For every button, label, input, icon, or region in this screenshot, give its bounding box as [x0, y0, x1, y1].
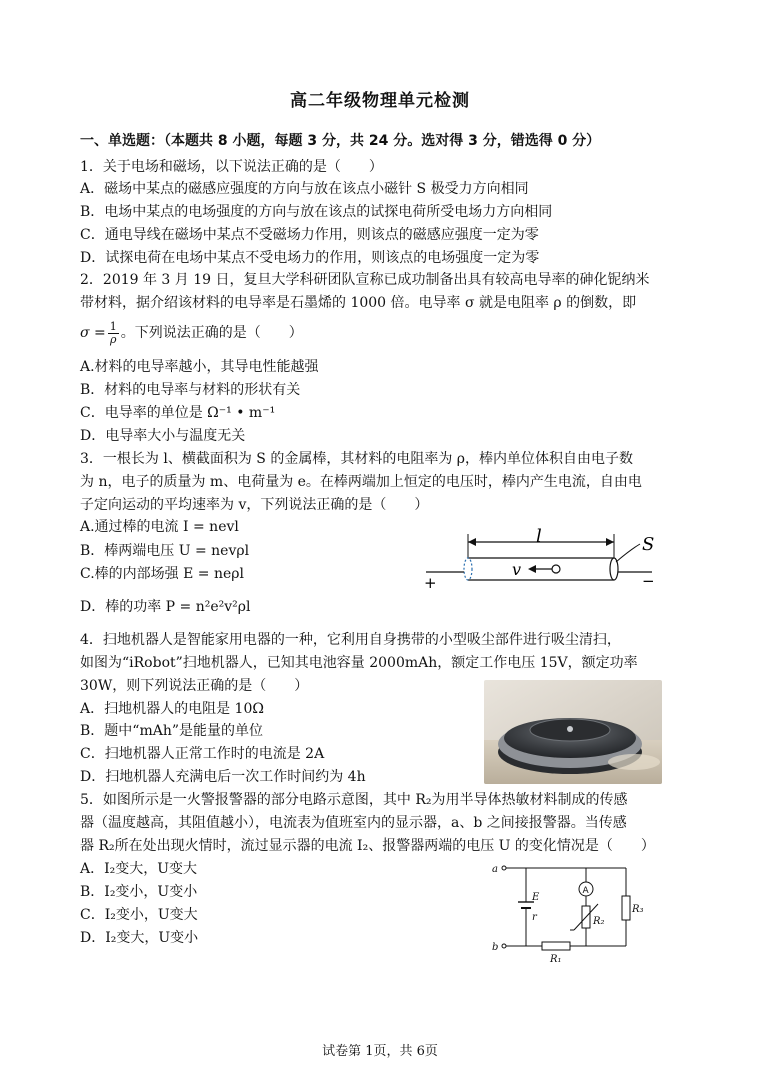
q2-option-c: C．电导率的单位是 Ω⁻¹ • m⁻¹	[80, 405, 276, 421]
velocity-arrow-icon	[528, 565, 536, 573]
label-a: a	[492, 864, 498, 875]
q5-option-c: C．I₂变小，U变大	[80, 907, 198, 923]
length-arrow-right-icon	[606, 538, 614, 546]
q4-stem-line2: 如图为“iRobot”扫地机器人，已知其电池容量 2000mAh，额定工作电压 15V，额定功率	[80, 655, 638, 671]
label-b: b	[492, 942, 499, 953]
label-R2: R₂	[593, 916, 605, 927]
terminal-a	[502, 866, 506, 870]
q2-stem-line3: 。下列说法正确的是（ ）	[120, 325, 303, 341]
q2-stem-line2: 带材料，据介绍该材料的电导率是石墨烯的 1000 倍。电导率 σ 就是电阻率 ρ 的倒数，即	[80, 295, 637, 311]
section-heading: 一、单选题：（本题共 8 小题，每题 3 分，共 24 分。选对得 3 分，错选得 0 分）	[80, 133, 601, 149]
q5-stem-line3: 器 R₂所在处出现火情时，流过显示器的电流 I₂、报警器两端的电压 U 的变化情况是（ ）	[80, 838, 655, 854]
ammeter-label: A	[582, 886, 589, 896]
q4-stem-line3: 30W，则下列说法正确的是（ ）	[80, 678, 309, 694]
q5-option-a: A．I₂变大，U变大	[80, 861, 198, 877]
q3-stem-line2: 为 n，电子的质量为 m、电荷量为 e。在棒两端加上恒定的电压时，棒内产生电流，自由电	[80, 474, 642, 490]
q3-stem-line1: 3．一根长为 l、横截面积为 S 的金属棒，其材料的电阻率为 ρ，棒内单位体积自由电子数	[80, 451, 634, 467]
q1-option-d: D．试探电荷在电场中某点不受电场力的作用，则该点的电场强度一定为零	[80, 250, 540, 266]
q3-rod-diagram	[416, 528, 666, 590]
label-R3: R₃	[632, 904, 644, 915]
q1-option-b: B．电场中某点的电场强度的方向与放在该点的试探电荷所受电场力方向相同	[80, 204, 553, 220]
q2-formula-line	[80, 320, 303, 346]
page-title: 高二年级物理单元检测	[290, 91, 470, 111]
q3-stem-line3: 子定向运动的平均速率为 v，下列说法正确的是（ ）	[80, 497, 429, 513]
q4-option-a: A．扫地机器人的电阻是 10Ω	[80, 701, 264, 717]
rod-length-label: l	[536, 528, 542, 547]
label-E: E	[532, 892, 540, 903]
q2-option-d: D．电导率大小与温度无关	[80, 428, 246, 444]
q4-option-d: D．扫地机器人充满电后一次工作时间约为 4h	[80, 769, 366, 785]
q4-option-b: B．题中“mAh”是能量的单位	[80, 723, 264, 739]
q5-circuit-diagram	[490, 858, 650, 968]
q5-stem-line1: 5．如图所示是一火警报警器的部分电路示意图，其中 R₂为用半导体热敏材料制成的传感	[80, 792, 628, 808]
q1-option-c: C．通电导线在磁场中某点不受磁场力作用，则该点的磁感应强度一定为零	[80, 227, 539, 243]
q5-stem-line2: 器（温度越高，其阻值越小），电流表为值班室内的显示器，a、b 之间接报警器。当传感	[80, 815, 627, 831]
q3-option-c: C.棒的内部场强 E = neρl	[80, 566, 244, 582]
terminal-b	[502, 944, 506, 948]
q5-option-b: B．I₂变小，U变小	[80, 884, 198, 900]
q3-option-d: D．棒的功率 P = n²e²v²ρl	[80, 599, 251, 615]
label-R1: R₁	[550, 954, 562, 965]
q3-option-a: A.通过棒的电流 I = nevl	[80, 519, 239, 535]
q5-option-d: D．I₂变大，U变小	[80, 930, 199, 946]
minus-terminal-label: −	[642, 572, 655, 590]
q4-option-c: C．扫地机器人正常工作时的电流是 2A	[80, 746, 325, 762]
q1-option-a: A．磁场中某点的磁感应强度的方向与放在该点小磁针 S 极受力方向相同	[80, 181, 529, 197]
velocity-label: v	[512, 560, 522, 579]
area-label: S	[642, 534, 655, 555]
r1-resistor	[542, 942, 570, 950]
robot-vacuum-image	[484, 680, 662, 784]
q2-formula-lhs: σ =	[80, 325, 106, 341]
area-leader-line	[616, 544, 640, 562]
length-arrow-left-icon	[468, 538, 476, 546]
rod-left-end	[464, 558, 472, 580]
q2-fraction-num: 1	[109, 319, 117, 333]
q2-fraction	[108, 321, 119, 346]
q2-option-a: A.材料的电导率越小，其导电性能越强	[80, 359, 319, 375]
plus-terminal-label: +	[424, 574, 437, 590]
label-r: r	[532, 912, 537, 923]
q2-option-b: B．材料的电导率与材料的形状有关	[80, 382, 301, 398]
q2-stem-line1: 2．2019 年 3 月 19 日，复旦大学科研团队宣称已成功制备出具有较高电导率的砷化铌纳米	[80, 272, 650, 288]
q2-fraction-den: ρ	[110, 332, 117, 346]
q4-stem-line1: 4．扫地机器人是智能家用电器的一种，它利用自身携带的小型吸尘部件进行吸尘清扫，	[80, 632, 621, 648]
page-footer: 试卷第 1页，共 6页	[322, 1044, 438, 1059]
q1-stem: 1．关于电场和磁场，以下说法正确的是（ ）	[80, 159, 383, 175]
r3-resistor	[622, 896, 630, 920]
electron-icon	[552, 565, 560, 573]
q3-option-b: B．棒两端电压 U = nevρl	[80, 543, 250, 559]
